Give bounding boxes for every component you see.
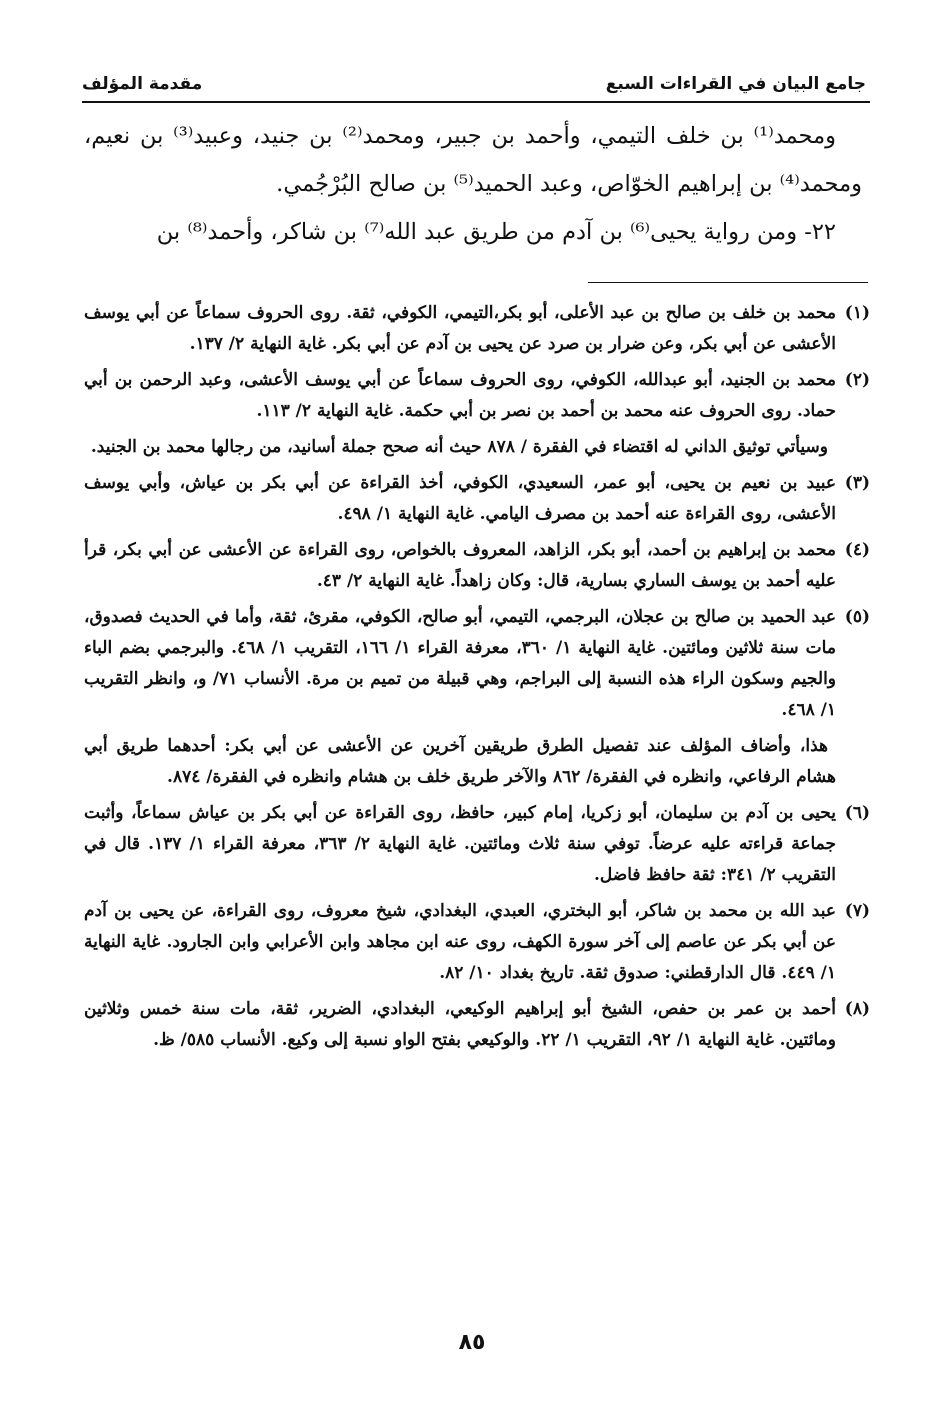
footnote-number: (٥)	[844, 607, 870, 627]
footnote-text: عبد الحميد بن صالح بن عجلان، البرجمي، التيمي، أبو صالح، الكوفي، مقرئ، ثقة، وأما في الحديث فصدوق، مات سنة ثلاثين ومائتين. غاية النهاية ١/ ٣٦٠، معرفة القراء ١/ ١٦٦، التقريب ١/ ٤٦٨. والبرجمي بضم الباء والجيم وسكون الراء هذه النسبة إلى البراجم، وهي قبيلة من تميم بن مرة. الأنساب ٧١/ و، وانظر التقريب ١/ ٤٦٨.	[84, 607, 836, 720]
main-paragraph-2: ٢٢- ومن رواية يحيى⁽⁶⁾ بن آدم من طريق عبد الله⁽⁷⁾ بن شاكر، وأحمد⁽⁸⁾ بن	[156, 219, 836, 245]
footnote-number: (٨)	[844, 999, 870, 1019]
footnote-1	[84, 298, 870, 360]
footnote-number: (٤)	[844, 540, 870, 560]
footnote-3	[84, 468, 870, 530]
footnote-4	[84, 535, 870, 597]
footnotes	[84, 298, 870, 1061]
footnote-6	[84, 798, 870, 891]
section-title: مقدمة المؤلف	[82, 74, 203, 94]
main-text	[84, 112, 862, 256]
footnote-5-continuation: هذا، وأضاف المؤلف عند تفصيل الطرق طريقين آخرين عن الأعشى عن أبي بكر: أحدهما طريق أبي هشام الرفاعي، وانظره في الفقرة/ ٨٦٢ والآخر طريق خلف بن هشام وانظره في الفقرة/ ٨٧٤.	[84, 736, 836, 787]
footnote-text: يحيى بن آدم بن سليمان، أبو زكريا، إمام كبير، حافظ، روى القراءة عن أبي بكر بن عياش سماعاً، وأثبت جماعة قراءته عليه عرضاً. توفي سنة ثلاث ومائتين. غاية النهاية ٢/ ٣٦٣، معرفة القراء ١/ ١٣٧. قال في التقريب ٢/ ٣٤١: ثقة حافظ فاضل.	[84, 803, 836, 885]
main-paragraph-1: ومحمد⁽¹⁾ بن خلف التيمي، وأحمد بن جبير، ومحمد⁽²⁾ بن جنيد، وعبيد⁽³⁾ بن نعيم، ومحمد⁽⁴⁾ بن إبراهيم الخوّاص، وعبد الحميد⁽⁵⁾ بن صالح البُرْجُمي.	[84, 123, 862, 197]
footnote-2-continuation: وسيأتي توثيق الداني له اقتضاء في الفقرة / ٨٧٨ حيث أنه صحح جملة أسانيد، من رجالها محمد بن الجنيد.	[90, 437, 828, 457]
header-rule	[82, 101, 870, 103]
running-header	[82, 70, 866, 98]
footnote-text: عبد الله بن محمد بن شاكر، أبو البختري، العبدي، البغدادي، شيخ معروف، روى القراءة، عن يحيى بن آدم عن أبي بكر عن عاصم إلى آخر سورة الكهف، روى عنه ابن مجاهد وابن الأعرابي وابن الجارود. غاية النهاية ١/ ٤٤٩. قال الدارقطني: صدوق ثقة. تاريخ بغداد ١٠/ ٨٢.	[84, 901, 836, 983]
footnote-number: (٦)	[844, 803, 870, 823]
footnote-text: محمد بن إبراهيم بن أحمد، أبو بكر، الزاهد، المعروف بالخواص، روى القراءة عن الأعشى عن أبي بكر، قرأ عليه أحمد بن يوسف الساري بسارية، قال: وكان زاهداً. غاية النهاية ٢/ ٤٣.	[84, 540, 836, 591]
footnote-text: محمد بن الجنيد، أبو عبدالله، الكوفي، روى الحروف سماعاً عن أبي يوسف الأعشى، وعبد الرحمن بن أبي حماد. روى الحروف عنه محمد بن أحمد بن نصر بن أبي حكمة. غاية النهاية ٢/ ١١٣.	[84, 370, 836, 421]
page-number: ٨٥	[458, 1330, 486, 1355]
footnote-number: (٣)	[844, 473, 870, 493]
footnote-7	[84, 896, 870, 989]
footnote-2	[84, 365, 870, 427]
book-title: جامع البيان في القراءات السبع	[605, 74, 866, 94]
footnote-text: محمد بن خلف بن صالح بن عبد الأعلى، أبو بكر،التيمي، الكوفي، ثقة. روى الحروف سماعاً عن أبي يوسف الأعشى عن أبي بكر، وعن ضرار بن صرد عن يحيى بن آدم عن أبي بكر. غاية النهاية ٢/ ١٣٧.	[84, 303, 836, 354]
footnote-5	[84, 602, 870, 726]
footnote-number: (١)	[844, 303, 870, 323]
footnote-text: أحمد بن عمر بن حفص، الشيخ أبو إبراهيم الوكيعي، البغدادي، الضرير، ثقة، مات سنة خمس وثلاثين ومائتين. غاية النهاية ١/ ٩٢، التقريب ١/ ٢٢. والوكيعي بفتح الواو نسبة إلى وكيع. الأنساب ٥٨٥/ ظ.	[84, 999, 836, 1050]
footnote-number: (٧)	[844, 901, 870, 921]
footnote-number: (٢)	[844, 370, 870, 390]
footnote-separator	[588, 282, 868, 283]
footnote-8	[84, 994, 870, 1056]
footnote-text: عبيد بن نعيم بن يحيى، أبو عمر، السعيدي، الكوفي، أخذ القراءة عن أبي بكر بن عياش، وأبي يوسف الأعشى، روى القراءة عنه أحمد بن مصرف اليامي. غاية النهاية ١/ ٤٩٨.	[84, 473, 836, 524]
